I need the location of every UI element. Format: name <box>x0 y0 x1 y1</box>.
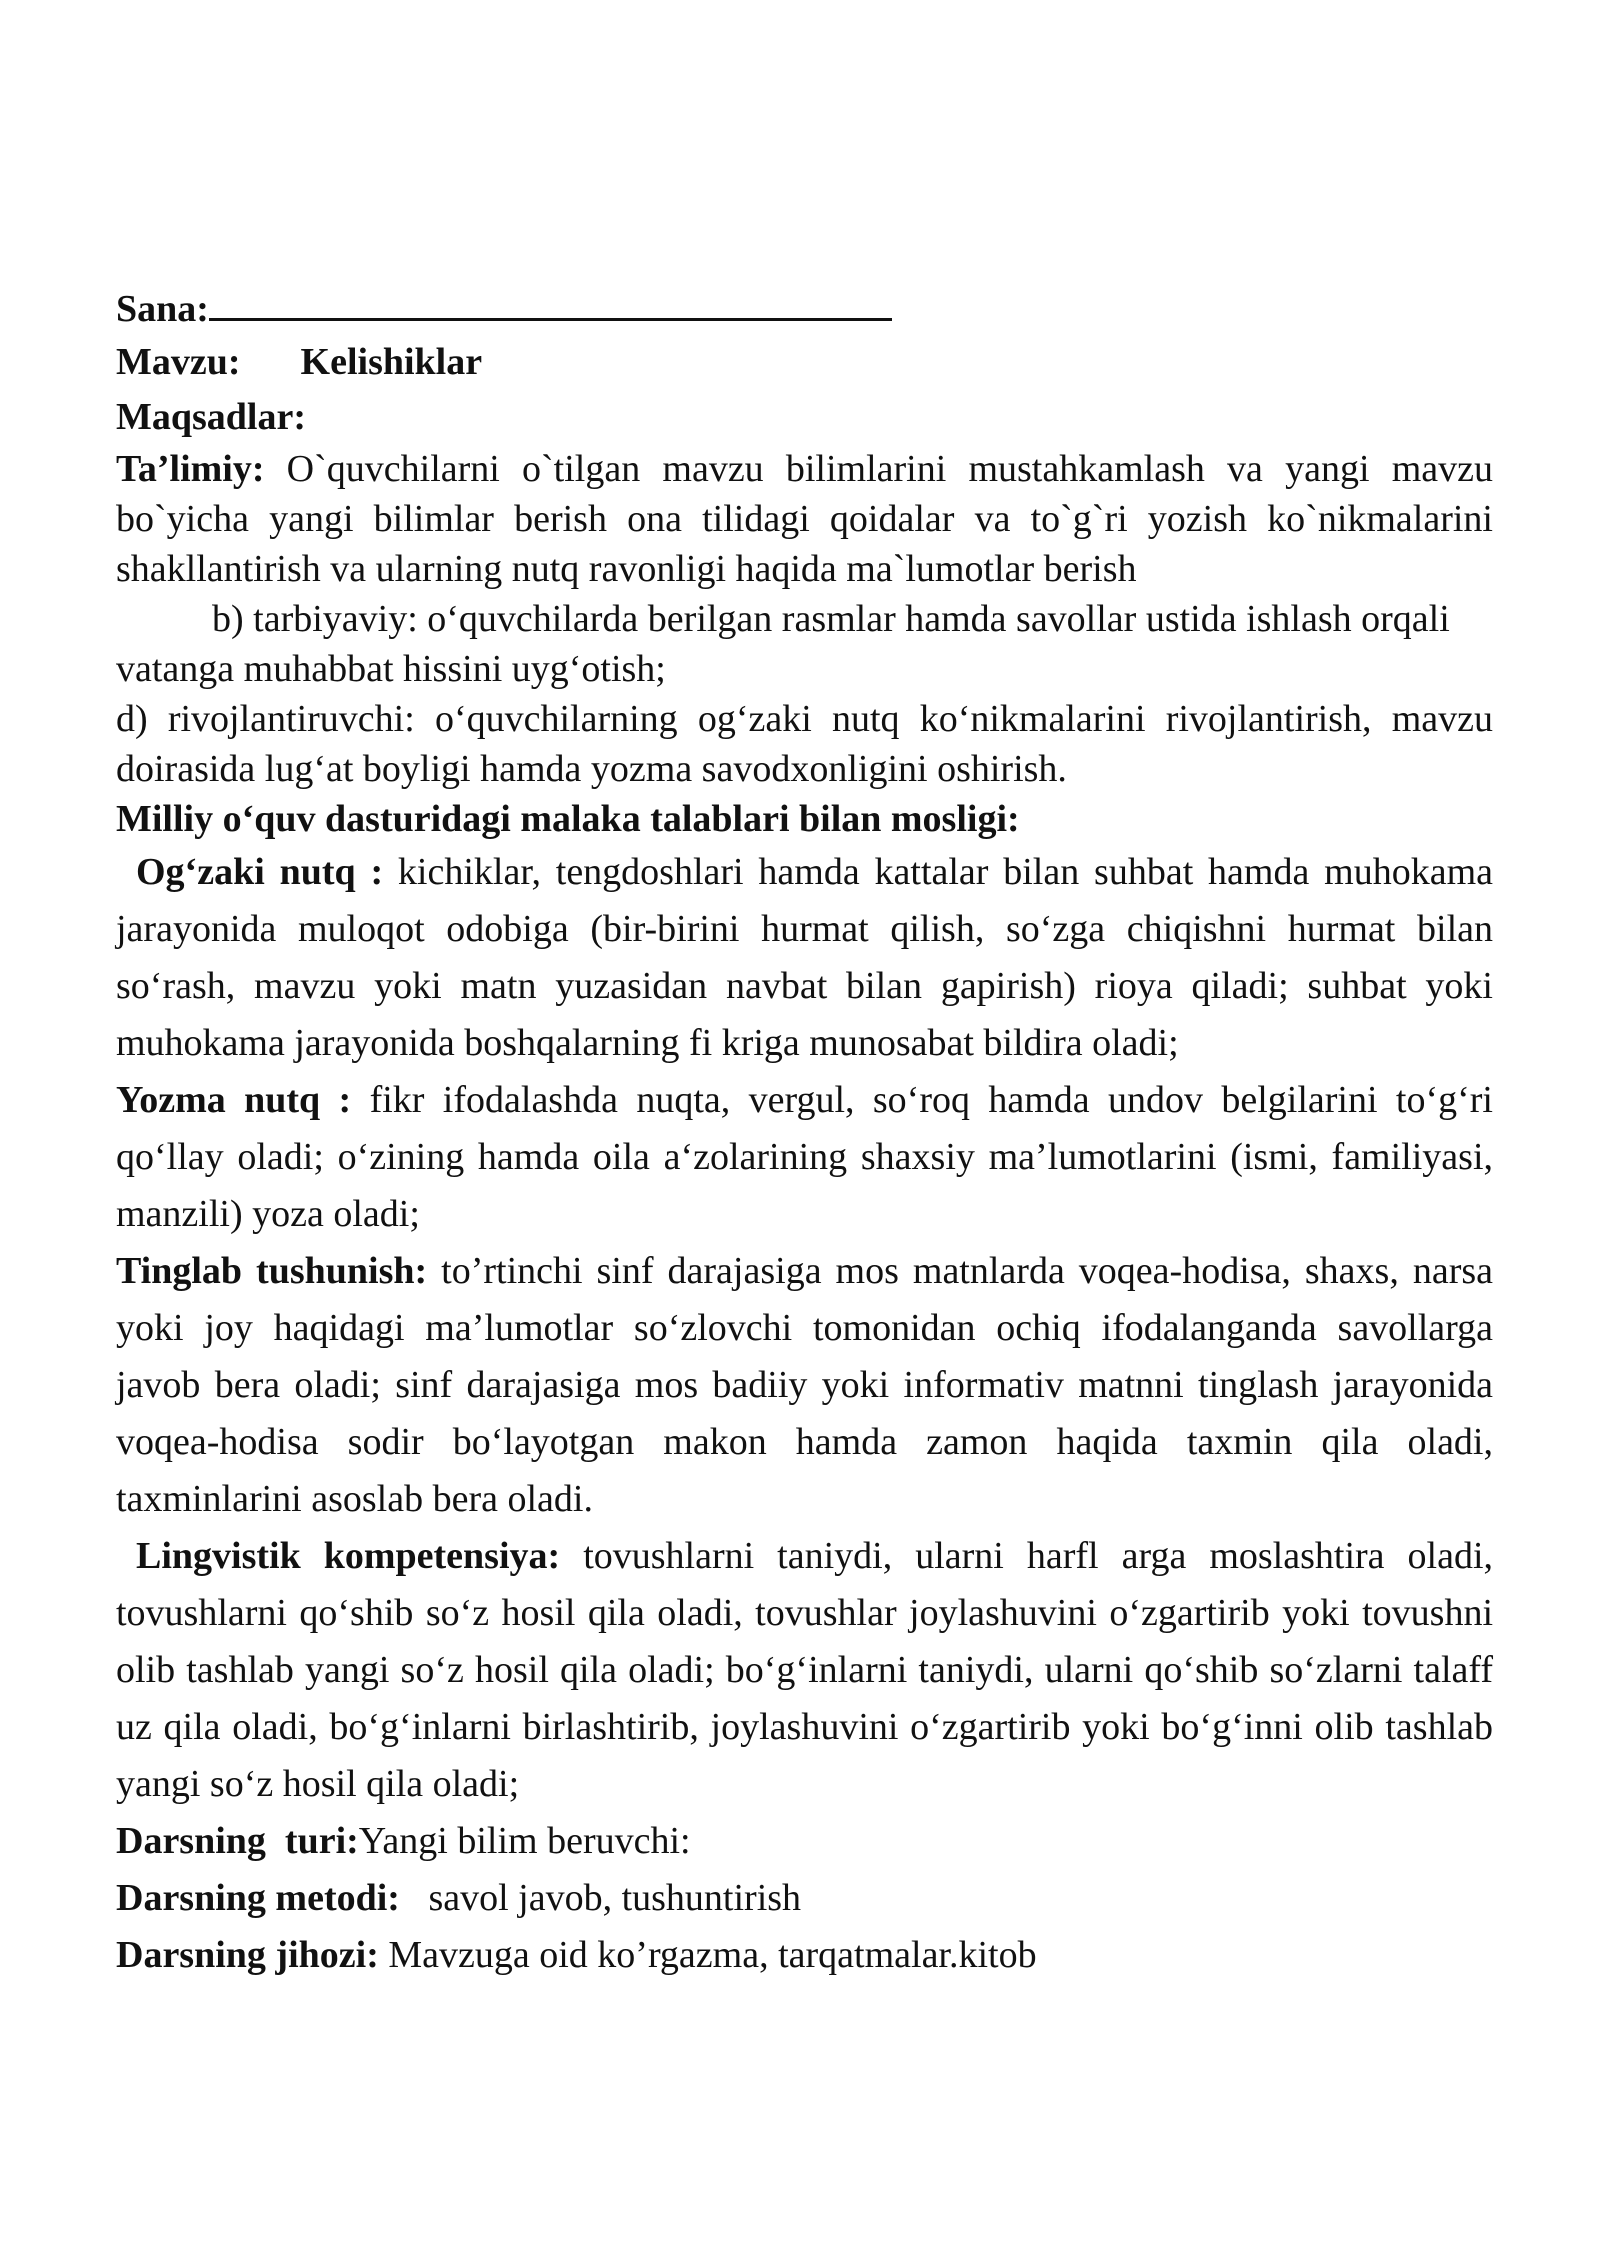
written-speech-paragraph <box>116 1072 1493 1243</box>
educational-goal-text: O`quvchilarni o`tilgan mavzu bilimlarini mustahkamlash va yangi mavzu bo`yicha yangi bilimlar berish ona tilidagi qoidalar va to`g`ri yozish ko`nikmalarini shakllantirish va ularning nutq ravonligi haqida ma`lumotlar berish <box>116 448 1493 590</box>
date-blank-line <box>209 276 892 321</box>
developmental-goal: d) rivojlantiruvchi: o‘quvchilarning og‘zaki nutq ko‘nikmalarini rivojlantirish, mavzu doirasida lug‘at boyligi hamda yozma savodxonligini oshirish. <box>116 698 1493 790</box>
lesson-type-value: Yangi bilim beruvchi: <box>358 1820 691 1862</box>
listening-paragraph <box>116 1243 1493 1528</box>
oral-speech-paragraph <box>116 844 1493 1072</box>
curriculum-heading: Milliy o‘quv dasturidagi malaka talablari bilan mosligi: <box>116 798 1020 840</box>
linguistic-text: tovushlarni taniydi, ularni harfl arga moslashtira oladi, tovushlarni qo‘shib so‘z hosil qila oladi, tovushlar joylashuvini o‘zgartirib yoki tovushni olib tashlab yangi so‘z hosil qila oladi; bo‘g‘inlarni taniydi, ularni qo‘shib so‘zlarni talaff uz qila oladi, bo‘g‘inlarni birlashtirib, joylashuvini o‘zgartirib yoki bo‘g‘inni olib tashlab yangi so‘z hosil qila oladi; <box>116 1535 1494 1805</box>
oral-speech-text: kichiklar, tengdoshlari hamda kattalar bilan suhbat hamda muhokama jarayonida muloqot odobiga (bir-birini hurmat qilish, so‘zga chiqishni hurmat bilan so‘rash, mavzu yoki matn yuzasidan navbat bilan gapirish) rioya qiladi; suhbat yoki muhokama jarayonida boshqalarning fi kriga munosabat bildira oladi; <box>116 851 1494 1064</box>
written-speech-text: fikr ifodalashda nuqta, vergul, so‘roq hamda undov belgilarini to‘g‘ri qo‘llay oladi; o‘zining hamda oila a‘zolarining shaxsiy ma’lumotlarini (ismi, familiyasi, manzili) yoza oladi; <box>116 1079 1493 1235</box>
goals-heading: Maqsadlar: <box>116 396 306 438</box>
listening-label: Tinglab tushunish: <box>116 1250 428 1292</box>
written-speech-label: Yozma nutq : <box>116 1079 352 1121</box>
lesson-equipment-label: Darsning jihozi: <box>116 1934 379 1976</box>
linguistic-label: Lingvistik kompetensiya: <box>136 1535 561 1577</box>
lesson-method-value: savol javob, tushuntirish <box>399 1877 802 1919</box>
linguistic-paragraph <box>116 1528 1493 1813</box>
upbringing-goal: b) tarbiyaviy: o‘quvchilarda berilgan rasmlar hamda savollar ustida ishlash orqali vatanga muhabbat hissini uyg‘otish; <box>116 598 1450 690</box>
lesson-equipment-value: Mavzuga oid ko’rgazma, tarqatmalar.kitob <box>378 1934 1037 1976</box>
lesson-method <box>116 1870 1493 1927</box>
educational-goal <box>116 444 1493 594</box>
date-label: Sana: <box>116 288 209 330</box>
lesson-equipment <box>116 1927 1493 1984</box>
topic-row <box>116 334 1493 390</box>
topic-value: Kelishiklar <box>300 341 483 383</box>
listening-text: to’rtinchi sinf darajasiga mos matnlarda voqea-hodisa, shaxs, narsa yoki joy haqidagi ma’lumotlar so‘zlovchi tomonidan ochiq ifodalanganda savollarga javob bera oladi; sinf darajasiga mos badiiy yoki informativ matnni tinglash jarayonida voqea-hodisa sodir bo‘layotgan makon hamda zamon haqida taxmin qila oladi, taxminlarini asoslab bera oladi. <box>116 1250 1494 1520</box>
oral-speech-label: Og‘zaki nutq : <box>136 851 384 893</box>
lesson-type-label: Darsning turi: <box>116 1820 359 1862</box>
lesson-plan <box>116 276 1493 1984</box>
lesson-method-label: Darsning metodi: <box>116 1877 400 1919</box>
topic-label: Mavzu: <box>116 341 241 383</box>
date-row <box>116 276 1493 334</box>
lesson-type <box>116 1813 1493 1870</box>
educational-goal-label: Ta’limiy: <box>116 448 265 490</box>
